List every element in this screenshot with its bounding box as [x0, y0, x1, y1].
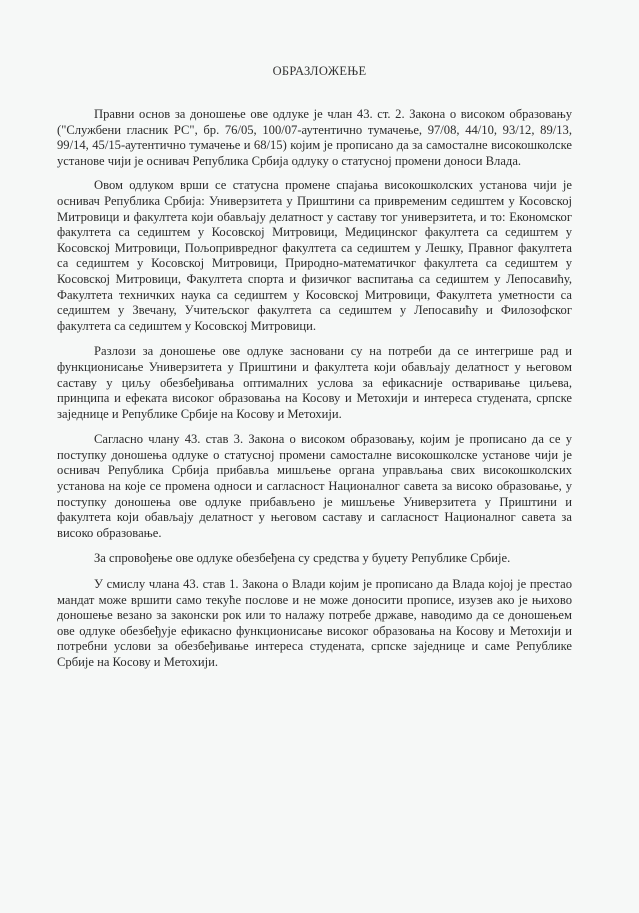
- paragraph-reasons: Разлози за доношење ове одлуке засновани су на потреби да се интегрише рад и функционисање Универзитета у Приштини и факултета који обављају делатност у његовом саставу у циљу обезбеђивања оптималних услова за ефикасније остваривање циљева, принципа и ефеката високог образовања на Косову и Метохији и интереса студената, српске заједнице и Републике Србије на Косову и Метохији.: [57, 344, 572, 421]
- document-title: ОБРАЗЛОЖЕЊЕ: [272, 64, 367, 78]
- paragraph-government-mandate: У смислу члана 43. став 1. Закона о Влади којим је прописано да Влада којој је престао мандат може вршити само текуће послове и не може доносити прописе, изузев ако је њихово доношење везано за законски рок или то налажу потребе државе, наводимо да се доношењем ове одлуке обезбеђује ефикасно функционисање високог образовања на Косову и Метохији и потребни услови за обезбеђивање интереса студената, српске заједнице и саме Републике Србије на Косову и Метохији.: [57, 577, 572, 669]
- paragraph-merger-description: Овом одлуком врши се статусна промене спајања високошколских установа чији је оснивач Република Србија: Универзитета у Приштини са привременим седиштем у Косовској Митровици и факултета који обављају делатност у саставу тог универзитета, и то: Економског факултета са седиштем у Косовској Митровици, Медицинског факултета са седиштем у Косовској Митровици, Пољопривредног факултета са седиштем у Лешку, Правног факултета са седиштем у Косовској Митровици, Природно-математичког факултета са седиштем у Косовској Митровици, Факултета спорта и физичког васпитања са седиштем у Лепосавићу, Факултета техничких наука са седиштем у Косовској Митровици, Факултета уметности са седиштем у Звечану, Учитељског факултета са седиштем у Лепосавићу и Филозофског факултета са седиштем у Косовској Митровици.: [57, 178, 572, 333]
- document-body: [57, 107, 572, 681]
- paragraph-legal-basis: Правни основ за доношење ове одлуке је члан 43. ст. 2. Закона о високом образовању ("Службени гласник РС", бр. 76/05, 100/07-аутентично тумачење, 97/08, 44/10, 93/12, 89/13, 99/14, 45/15-аутентично тумачење и 68/15) којим је прописано да за самосталне високошколске установе чији је оснивач Република Србија одлуку о статусној промени доноси Влада.: [57, 107, 572, 168]
- paragraph-consent: Сагласно члану 43. став 3. Закона о високом образовању, којим је прописано да се у поступку доношења одлуке о статусној промени самосталне високошколске установе чији је оснивач Република Србија прибавља мишљење органа управљања свих високошколских установа на које се промена односи и сагласност Националног савета за високо образовање, у поступку доношења ове одлуке прибављено је мишљење Универзитета у Приштини и факултета који обављају делатност у његовом саставу и сагласност Националног савета за високо образовање.: [57, 432, 572, 540]
- paragraph-funding: За спровођење ове одлуке обезбеђена су средства у буџету Републике Србије.: [94, 551, 511, 566]
